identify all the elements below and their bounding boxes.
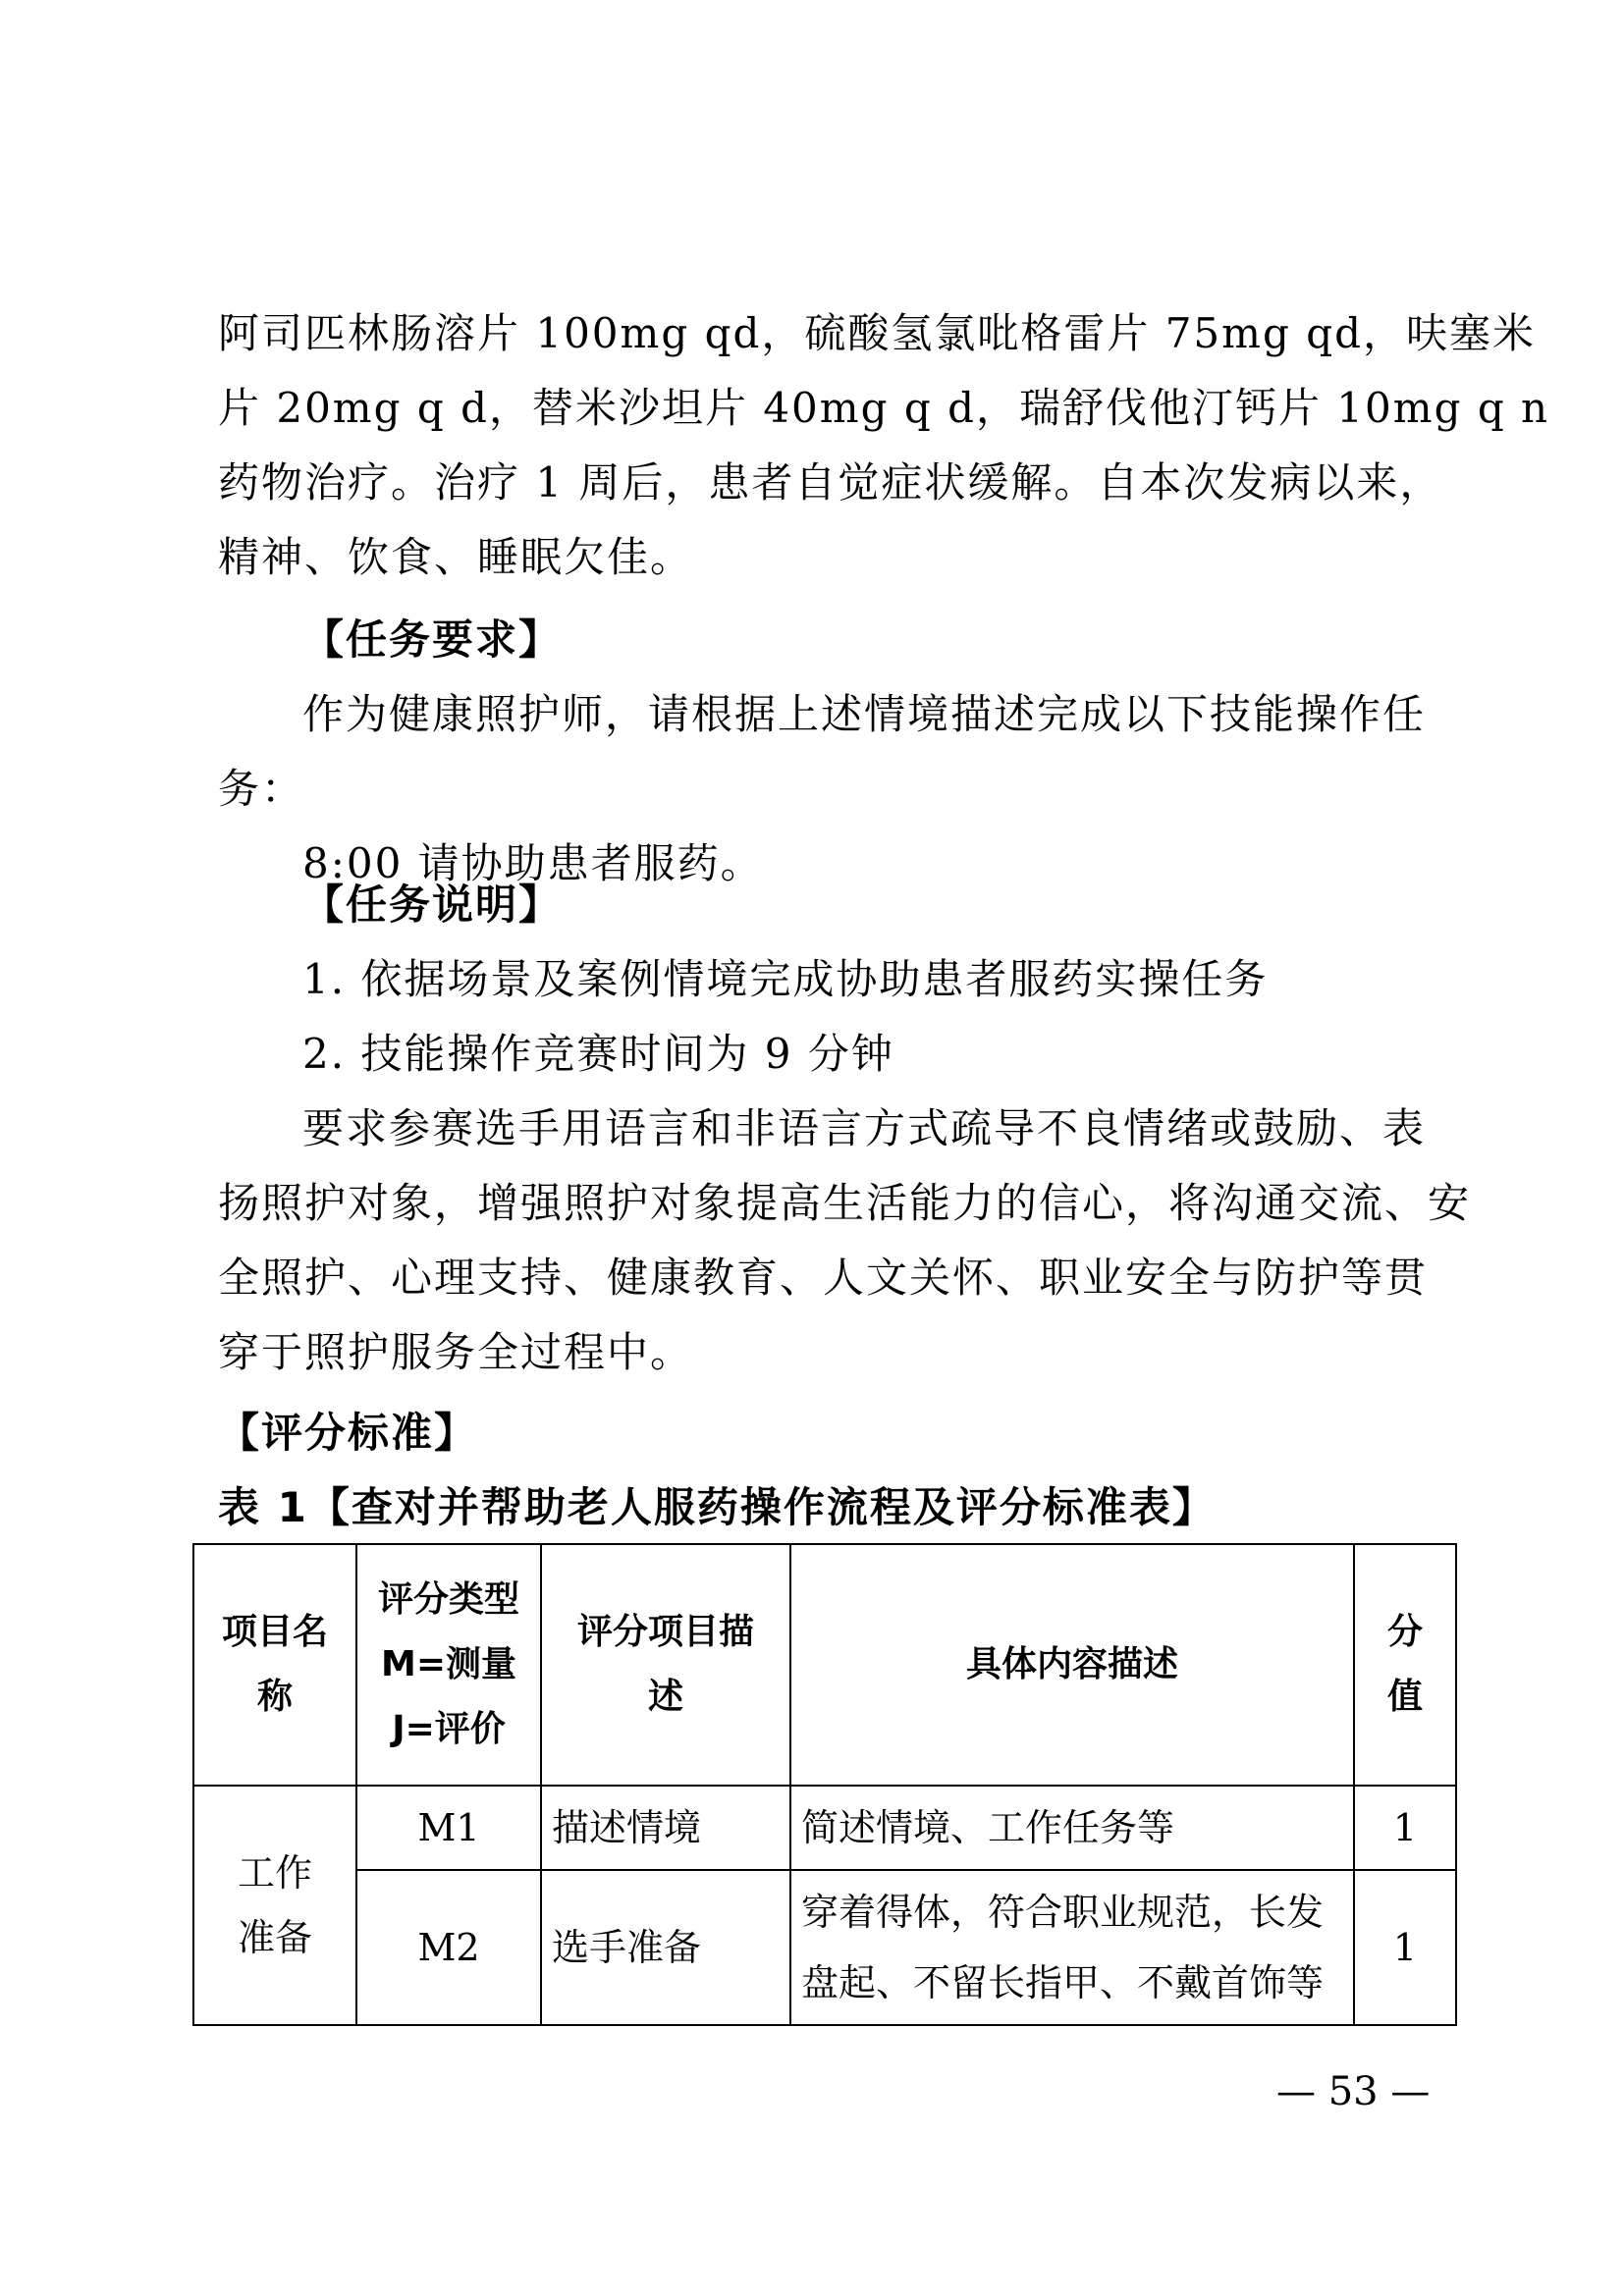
task-requirements-line: 8:00 请协助患者服药。 [302, 839, 764, 887]
row-code: M1 [356, 1786, 541, 1870]
header-score: 分 值 [1354, 1544, 1456, 1786]
scoring-heading: 【评分标准】 [218, 1409, 478, 1457]
group-cell-work-preparation: 工作 准备 [193, 1786, 356, 2025]
intro-line: 阿司匹林肠溶片 100mg qd，硫酸氢氯吡格雷片 75mg qd，呋塞米 [218, 309, 1536, 357]
header-content-description: 具体内容描述 [790, 1544, 1354, 1786]
row-code: M2 [356, 1870, 541, 2025]
intro-line: 药物治疗。治疗 1 周后，患者自觉症状缓解。自本次发病以来， [218, 458, 1443, 507]
table-title: 表 1【查对并帮助老人服药操作流程及评分标准表】 [218, 1483, 1216, 1531]
task-requirements-line: 作为健康照护师，请根据上述情境描述完成以下技能操作任 [302, 690, 1427, 738]
scoring-section [218, 1396, 1428, 1545]
scoring-table [192, 1543, 1457, 2026]
row-content: 穿着得体，符合职业规范，长发 盘起、不留长指甲、不戴首饰等 [790, 1870, 1354, 2025]
task-description-section [218, 868, 1472, 1390]
task-requirements-line: 务： [218, 765, 305, 813]
row-content: 简述情境、工作任务等 [790, 1786, 1354, 1870]
intro-line: 精神、饮食、睡眠欠佳。 [218, 533, 694, 581]
table-row [193, 1870, 1456, 2025]
task-description-paragraph: 要求参赛选手用语言和非语言方式疏导不良情绪或鼓励、表 [302, 1104, 1427, 1152]
header-score-type: 评分类型 M=测量 J=评价 [356, 1544, 541, 1786]
task-requirements-section [218, 603, 1428, 901]
task-description-paragraph: 扬照护对象，增强照护对象提高生活能力的信心，将沟通交流、安 [218, 1179, 1472, 1227]
row-description: 描述情境 [541, 1786, 790, 1870]
header-project-name: 项目名 称 [193, 1544, 356, 1786]
intro-line: 片 20mg q d，替米沙坦片 40mg q d，瑞舒伐他汀钙片 10mg q n [218, 384, 1550, 432]
task-description-paragraph: 全照护、心理支持、健康教育、人文关怀、职业安全与防护等贯 [218, 1254, 1429, 1302]
task-description-item: 1. 依据场景及案例情境完成协助患者服药实操任务 [302, 955, 1269, 1003]
intro-paragraph [218, 296, 1550, 595]
page-number: — 53 — [1276, 2069, 1431, 2114]
row-score: 1 [1354, 1786, 1456, 1870]
table-header-row [193, 1544, 1456, 1786]
row-score: 1 [1354, 1870, 1456, 2025]
task-description-paragraph: 穿于照护服务全过程中。 [218, 1328, 694, 1376]
table-row [193, 1786, 1456, 1870]
header-item-description: 评分项目描 述 [541, 1544, 790, 1786]
task-description-item: 2. 技能操作竞赛时间为 9 分钟 [302, 1030, 894, 1078]
row-description: 选手准备 [541, 1870, 790, 2025]
task-requirements-heading: 【任务要求】 [302, 615, 563, 664]
task-description-heading: 【任务说明】 [302, 881, 563, 929]
